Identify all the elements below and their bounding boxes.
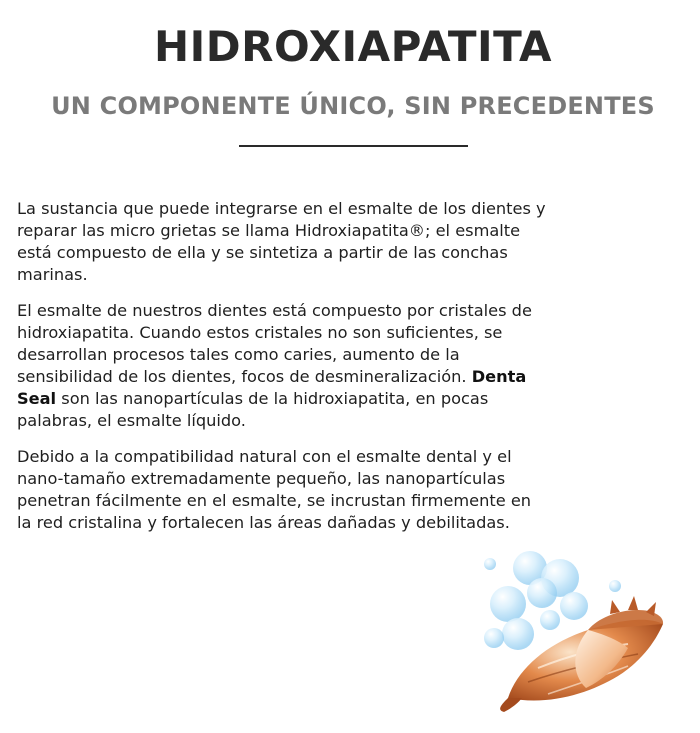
page-title: HIDROXIAPATITA [153,22,553,71]
bubble [484,628,504,648]
page-subtitle: UN COMPONENTE ÚNICO, SIN PRECEDENTES [51,92,655,120]
paragraph-1: La sustancia que puede integrarse en el esmalte de los dientes y reparar las micro grietas se llama Hidroxiapatita®; el esmalte está compuesto de ella y se sintetiza a partir de las conchas marinas. [17,199,546,284]
seashell-with-bubbles-icon [478,548,678,718]
paragraph-3: Debido a la compatibilidad natural con el esmalte dental y el nano-tamaño extremadamente pequeño, las nanopartículas penetran fácilmente en el esmalte, se incrustan firmemente en la red cristalina y fortalecen las áreas dañadas y debilitadas. [17,447,532,532]
bubble [484,558,496,570]
title-divider [239,145,468,147]
bubble [490,586,526,622]
bubble [609,580,621,592]
bubble [502,618,534,650]
paragraph-2-text: El esmalte de nuestros dientes está compuesto por cristales de hidroxiapatita. Cuando estos cristales no son suficientes, se desarrollan procesos tales como caries, aumento de la sensibilidad de los dientes, focos de desmineralización. [17,301,532,386]
bubble [560,592,588,620]
bubble [527,578,557,608]
bubble [540,610,560,630]
paragraph-2-tail: son las nanopartículas de la hidroxiapatita, en pocas palabras, el esmalte líquido. [17,389,489,430]
brand-name: Denta Seal [17,367,527,408]
paragraph-2 [17,300,547,432]
article-body [17,198,547,548]
